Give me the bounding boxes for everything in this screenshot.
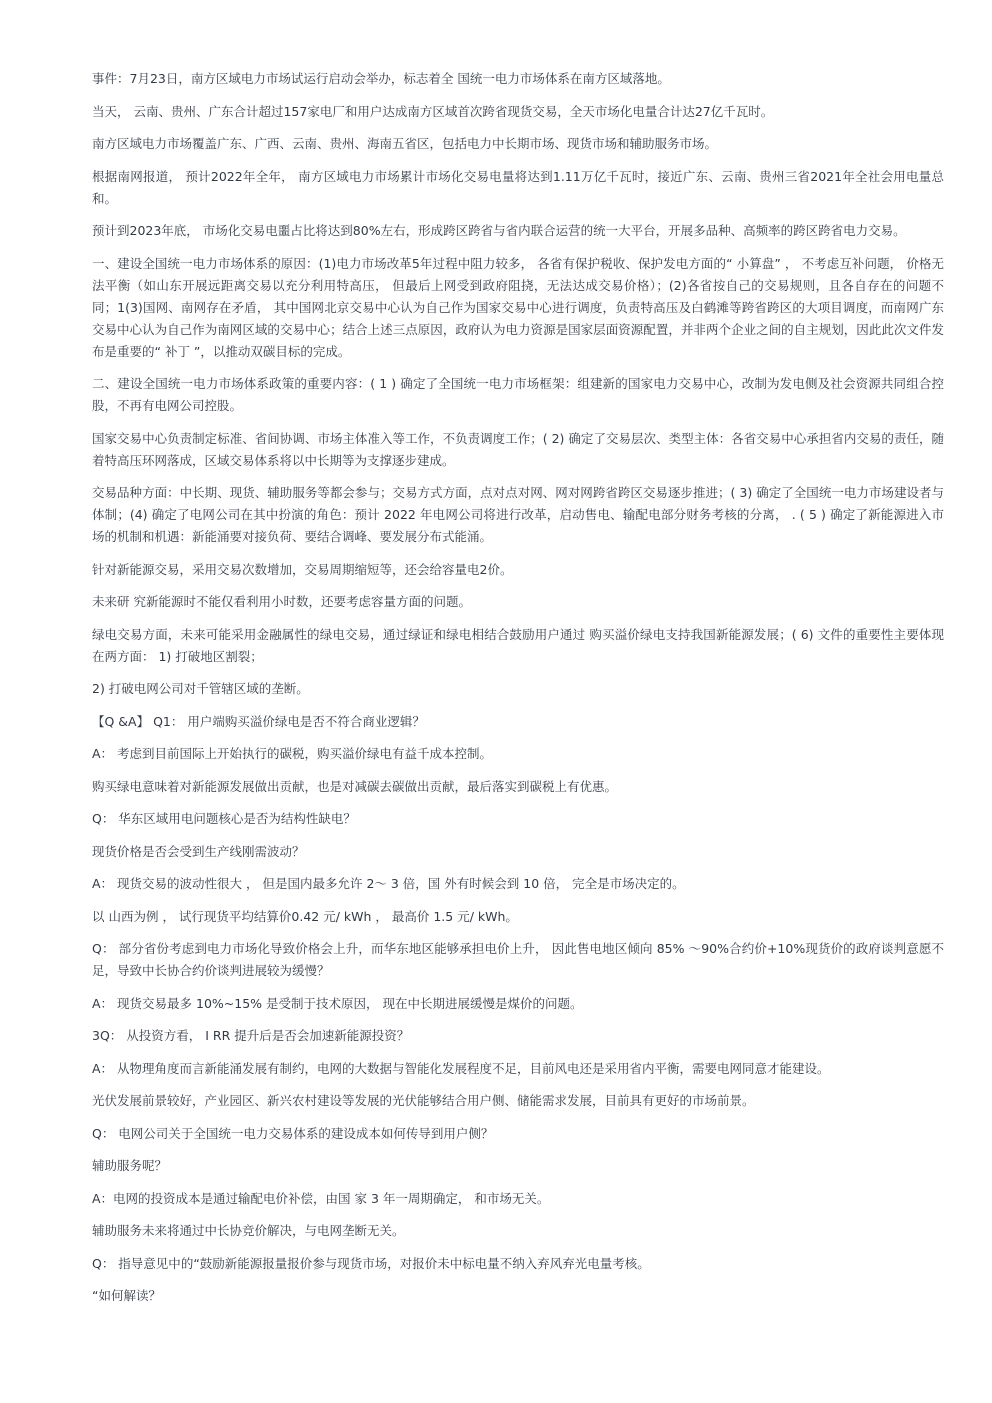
question-paragraph: 辅助服务呢？ bbox=[92, 1158, 168, 1173]
paragraph: 事件：7月23日，南方区域电力市场试运行启动会举办，标志着全 国统一电力市场体系在南方区域落地。 bbox=[92, 71, 670, 86]
paragraph: 针对新能源交易，采用交易次数增加，交易周期缩短等，还会给容量电2价。 bbox=[92, 561, 513, 577]
question-paragraph: 现货价格是否会受到生产线刚需波动？ bbox=[92, 843, 305, 859]
paragraph: 一、建设全国统一电力市场体系的原因：(1)电力市场改革5年过程中阻力较多， 各省有保护税收、保护发电方面的“ 小算盘” ， 不考虑互补问题， 价格无法平衡（如山东开展远距离交易以充分利用特高压， 但最后上网受到政府阻挠，无法达成交易价格）；(2)各省按自己的交易规则，且各自存在的问题不同；1(3)国网、南网存在矛盾， 其中国网北京交易中心认为自己作为国家交易中心进行调度，负责特高压及白鹤滩等跨省跨区的大项目调度，而南网广东交易中心认为自己作为南网区域的交易中心；结合上述三点原因，政府认为电力资源是国家层面资源配置，并非两个企业之间的自主规划，因此此次文件发布是重要的“ 补丁 ”，以推动双碳目标的完成。 bbox=[92, 255, 944, 359]
question-paragraph: “如何解读？ bbox=[92, 1288, 161, 1303]
answer-paragraph: A：电网的投资成本是通过输配电价补偿，由国 家 3 年一周期确定， 和市场无关。 bbox=[92, 1190, 550, 1206]
question-paragraph: Q： 指导意见中的“鼓励新能源报量报价参与现货市场，对报价未中标电量不纳入弃风弃光电量考核。 bbox=[92, 1255, 650, 1271]
paragraph: 国家交易中心负责制定标准、省间协调、市场主体准入等工作，不负责调度工作；( 2) 确定了交易层次、类型主体：各省交易中心承担省内交易的责任，随着特高压环网落成，区域交易体系将以中长期等为支撑逐步建成。 bbox=[92, 430, 944, 468]
paragraph: 辅助服务未来将通过中长协竞价解决，与电网垄断无关。 bbox=[92, 1223, 405, 1238]
paragraph: 南方区域电力市场覆盖广东、广西、云南、贵州、海南五省区，包括电力中长期市场、现货市场和辅助服务市场。 bbox=[92, 136, 718, 151]
paragraph: 绿电交易方面，未来可能采用金融属性的绿电交易，通过绿证和绿电相结合鼓励用户通过 购买溢价绿电支持我国新能源发展；( 6) 文件的重要性主要体现在两方面： 1) 打破地区割裂； bbox=[92, 626, 944, 664]
paragraph: 交易品种方面：中长期、现货、辅助服务等都会参与；交易方式方面，点对点对网、网对网跨省跨区交易逐步推进；( 3) 确定了全国统一电力市场建设者与 体制；(4) 确定了电网公司在其中扮演的角色：预计 2022 年电网公司将进行改革，启动售电、输配电部分财务考核的分离， . ( 5 ) 确定了新能源进入市场的机制和机遇：新能涌要对接负荷、要结合调峰、要发展分布式能涌。 bbox=[92, 485, 944, 544]
paragraph: 当天， 云南、贵州、广东合计超过157家电厂和用户达成南方区域首次跨省现货交易，全天市场化电量合计达27亿千瓦时。 bbox=[92, 103, 774, 119]
question-paragraph: Q： 部分省份考虑到电力市场化导致价格会上升，而华东地区能够承担电价上升， 因此售电地区倾向 85% ～90%合约价+10%现货价的政府谈判意愿不足，导致中长协合约价谈判进展较为缓慢？ bbox=[92, 941, 944, 978]
paragraph: 以 山西为例 ， 试行现货平均结算价0.42 元/ kWh ， 最高价 1.5 元/ kWh。 bbox=[92, 908, 518, 924]
document-body bbox=[92, 68, 944, 1318]
question-paragraph: Q： 电网公司关于全国统一电力交易体系的建设成本如何传导到用户侧？ bbox=[92, 1125, 494, 1141]
paragraph: 二、建设全国统一电力市场体系政策的重要内容：( 1 ) 确定了全国统一电力市场框架：组建新的国家电力交易中心，改制为发电侧及社会资源共同组合控股，不再有电网公司控股。 bbox=[92, 376, 944, 413]
answer-paragraph: A： 从物理角度而言新能涌发展有制约，电网的大数据与智能化发展程度不足，目前风电还是采用省内平衡，需要电网同意才能建设。 bbox=[92, 1060, 830, 1076]
question-paragraph: 3Q： 从投资方看， I RR 提升后是否会加速新能源投资？ bbox=[92, 1028, 410, 1043]
paragraph: 光伏发展前景较好，产业园区、新兴农村建设等发展的光伏能够结合用户侧、储能需求发展，目前具有更好的市场前景。 bbox=[92, 1093, 755, 1108]
paragraph: 购买绿电意味着对新能源发展做出贡献，也是对减碳去碳做出贡献，最后落实到碳税上有优惠。 bbox=[92, 778, 618, 794]
answer-paragraph: A： 现货交易最多 10%~15% 是受制于技术原因， 现在中长期进展缓慢是煤价的问题。 bbox=[92, 995, 583, 1011]
paragraph: 预计到2023年底， 市场化交易电噩占比将达到80%左右，形成跨区跨省与省内联合运营的统一大平台，开展多品种、高频率的跨区跨省电力交易。 bbox=[92, 223, 906, 238]
answer-paragraph: A： 考虑到目前国际上开始执行的碳税，购买溢价绿电有益千成本控制。 bbox=[92, 746, 493, 761]
question-paragraph: Q： 华东区域用电问题核心是否为结构性缺电？ bbox=[92, 811, 356, 826]
answer-paragraph: A： 现货交易的波动性很大 ， 但是国内最多允许 2～ 3 倍，国 外有时候会到 10 倍， 完全是市场决定的。 bbox=[92, 876, 685, 891]
paragraph: 2) 打破电网公司对千管辖区域的垄断。 bbox=[92, 681, 309, 696]
paragraph: 未来研 究新能源时不能仅看利用小时数，还要考虑容量方面的问题。 bbox=[92, 594, 471, 609]
qa-heading: 【Q &A】 Q1： 用户端购买溢价绿电是否不符合商业逻辑？ bbox=[92, 713, 425, 729]
paragraph: 根据南网报道， 预计2022年全年， 南方区域电力市场累计市场化交易电量将达到1.11万亿千瓦时，接近广东、云南、贵州三省2021年全社会用电量总和。 bbox=[92, 168, 944, 206]
